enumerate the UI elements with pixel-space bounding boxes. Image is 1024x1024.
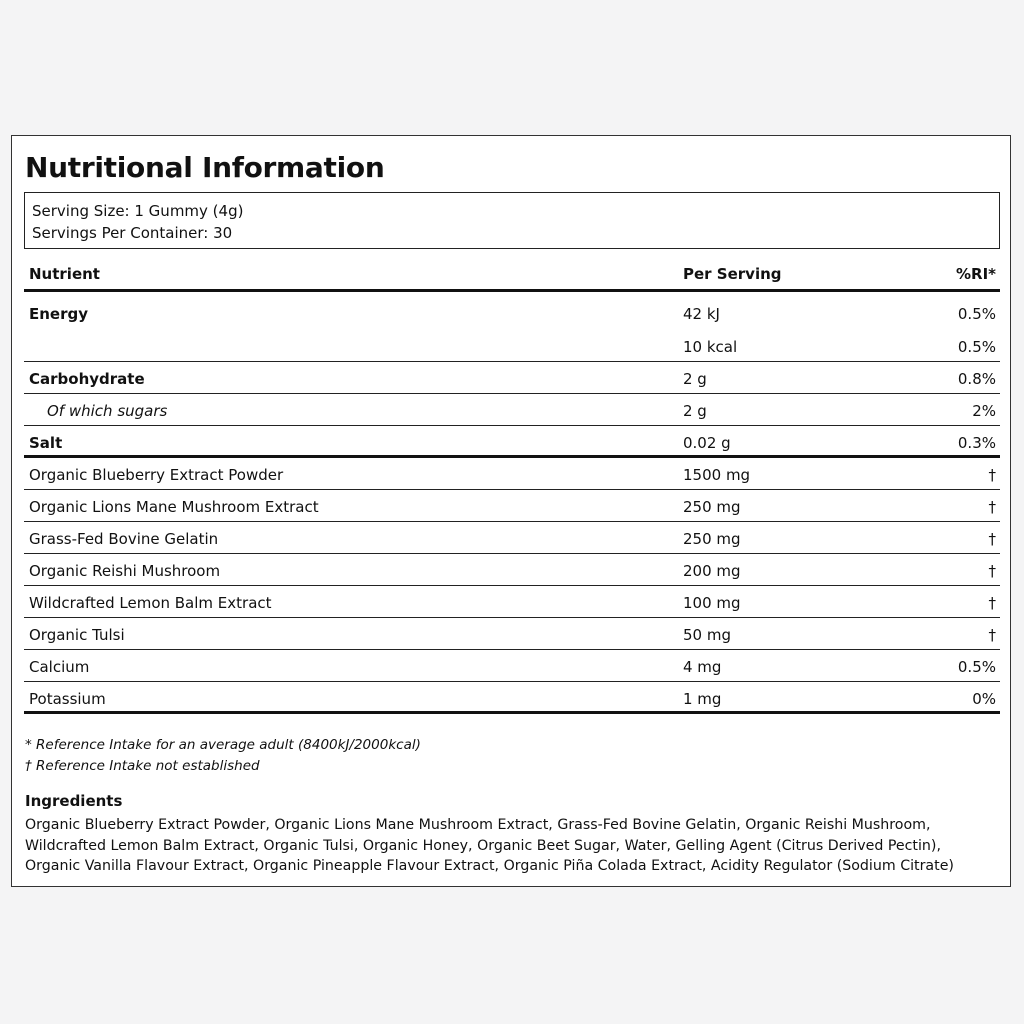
table-row bbox=[24, 522, 1000, 554]
servings-per-container: Servings Per Container: 30 bbox=[32, 224, 233, 242]
serving-info-box bbox=[24, 192, 1000, 249]
ingredients-list: Organic Blueberry Extract Powder, Organic Lions Mane Mushroom Extract, Grass-Fed Bovine Gelatin, Organic Reishi Mushroom, Wildcrafted Lemon Balm Extract, Organic Tulsi, Organic Honey, Organic Beet Sugar, Water, Gelling Agent (Citrus Derived Pectin), Organic Vanilla Flavour Extract, Organic Pineapple Flavour Extract, Organic Piña Colada Extract, Acidity Regulator (Sodium Citrate) bbox=[25, 817, 954, 874]
table-row bbox=[24, 586, 1000, 618]
table-row bbox=[24, 682, 1000, 714]
ri-value: 0.3% bbox=[957, 434, 996, 452]
ri-value: † bbox=[988, 498, 996, 516]
per-serving-value: 4 mg bbox=[683, 658, 722, 676]
per-serving-value: 0.02 g bbox=[683, 434, 731, 452]
footnote-not-established: † Reference Intake not established bbox=[25, 758, 260, 774]
nutrient-name: Potassium bbox=[29, 690, 106, 708]
nutrition-table bbox=[24, 254, 1000, 714]
table-row bbox=[24, 458, 1000, 490]
per-serving-value: 10 kcal bbox=[683, 338, 738, 356]
per-serving-value: 50 mg bbox=[683, 626, 731, 644]
footnotes bbox=[25, 735, 421, 777]
nutrient-name: Organic Tulsi bbox=[29, 626, 125, 644]
serving-size: Serving Size: 1 Gummy (4g) bbox=[32, 202, 244, 220]
ri-value: † bbox=[988, 466, 996, 484]
nutrient-name: Grass-Fed Bovine Gelatin bbox=[29, 530, 219, 548]
ri-value: 0.5% bbox=[957, 658, 996, 676]
per-serving-value: 250 mg bbox=[683, 530, 741, 548]
per-serving-value: 2 g bbox=[683, 370, 707, 388]
nutrient-name: Organic Lions Mane Mushroom Extract bbox=[29, 498, 319, 516]
ri-value: 0.5% bbox=[957, 305, 996, 323]
table-row bbox=[24, 330, 1000, 362]
table-row bbox=[24, 650, 1000, 682]
nutrient-name: Of which sugars bbox=[47, 402, 168, 420]
nutrient-name: Carbohydrate bbox=[29, 370, 145, 388]
ri-value: 0.8% bbox=[957, 370, 996, 388]
ri-value: † bbox=[988, 562, 996, 580]
per-serving-value: 200 mg bbox=[683, 562, 741, 580]
per-serving-value: 1 mg bbox=[683, 690, 722, 708]
per-serving-value: 250 mg bbox=[683, 498, 741, 516]
per-serving-value: 42 kJ bbox=[683, 305, 720, 323]
ri-value: 0% bbox=[972, 690, 996, 708]
ingredients-heading: Ingredients bbox=[25, 792, 123, 810]
header-per-serving: Per Serving bbox=[683, 265, 782, 283]
table-header bbox=[24, 254, 1000, 292]
per-serving-value: 100 mg bbox=[683, 594, 741, 612]
header-ri: %RI* bbox=[955, 265, 996, 283]
table-row bbox=[24, 618, 1000, 650]
nutrient-name: Wildcrafted Lemon Balm Extract bbox=[29, 594, 272, 612]
table-row bbox=[24, 362, 1000, 394]
ri-value: † bbox=[988, 594, 996, 612]
nutrient-name: Organic Blueberry Extract Powder bbox=[29, 466, 284, 484]
table-row bbox=[24, 426, 1000, 458]
ri-value: 2% bbox=[972, 402, 996, 420]
per-serving-value: 1500 mg bbox=[683, 466, 751, 484]
header-nutrient: Nutrient bbox=[29, 265, 100, 283]
nutrient-name: Salt bbox=[29, 434, 63, 452]
table-row bbox=[24, 490, 1000, 522]
ri-value: 0.5% bbox=[957, 338, 996, 356]
ri-value: † bbox=[988, 626, 996, 644]
page-title: Nutritional Information bbox=[25, 151, 385, 184]
nutrition-panel bbox=[11, 135, 1011, 887]
table-row bbox=[24, 292, 1000, 330]
table-row bbox=[24, 554, 1000, 586]
nutrient-name: Energy bbox=[29, 305, 89, 323]
nutrient-name: Calcium bbox=[29, 658, 90, 676]
per-serving-value: 2 g bbox=[683, 402, 707, 420]
footnote-reference-intake: * Reference Intake for an average adult (8400kJ/2000kcal) bbox=[25, 737, 421, 753]
nutrient-name: Organic Reishi Mushroom bbox=[29, 562, 221, 580]
table-row bbox=[24, 394, 1000, 426]
ri-value: † bbox=[988, 530, 996, 548]
